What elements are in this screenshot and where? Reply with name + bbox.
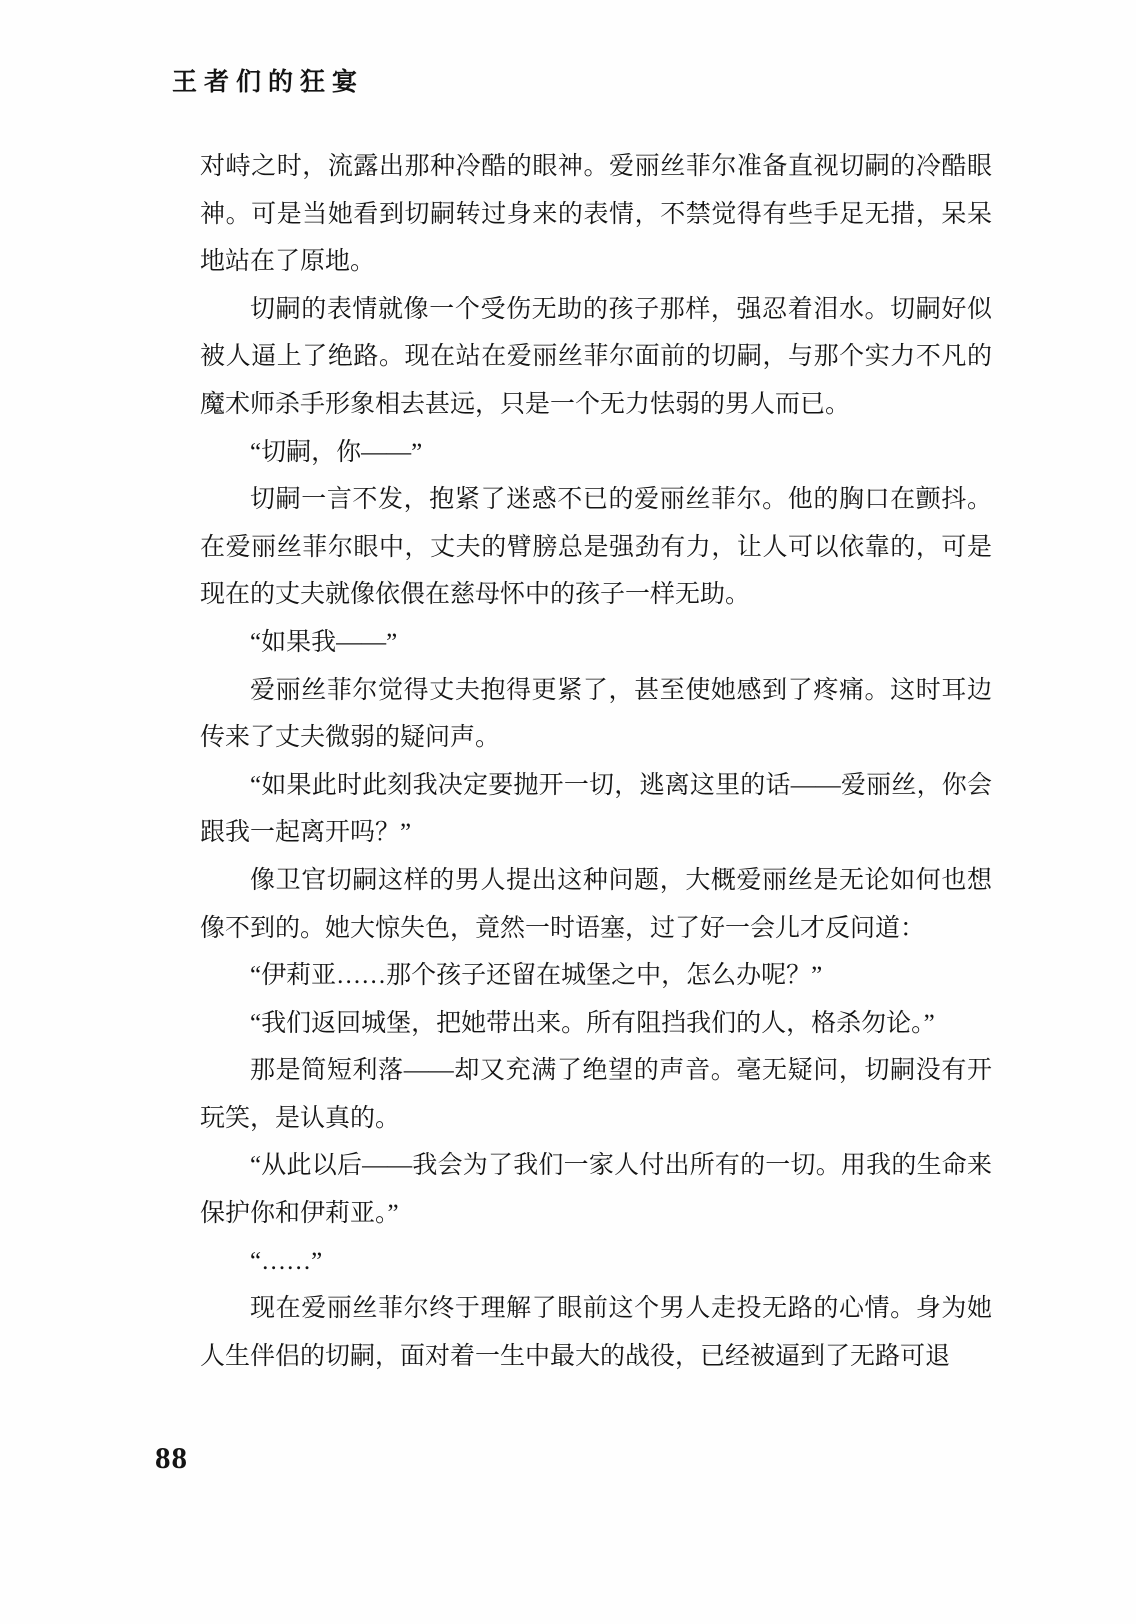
paragraph: “切嗣，你——” [250,438,423,466]
paragraph: “从此以后——我会为了我们一家人付出所有的一切。用我的生命来保护你和伊莉亚。” [200,1152,992,1228]
paragraph: 那是简短利落——却又充满了绝望的声音。毫无疑问，切嗣没有开玩笑，是认真的。 [200,1057,992,1132]
page-number: 88 [155,1440,188,1475]
paragraph: “伊莉亚……那个孩子还留在城堡之中，怎么办呢？” [250,962,823,990]
paragraph: 像卫官切嗣这样的男人提出这种问题，大概爱丽丝是无论如何也想像不到的。她大惊失色，竟然一时语塞，过了好一会儿才反问道： [200,866,992,942]
running-header: 王者们的狂宴 [172,69,365,96]
paragraph: “如果我——” [250,628,398,656]
body-text [200,143,992,1380]
paragraph: 切嗣的表情就像一个受伤无助的孩子那样，强忍着泪水。切嗣好似被人逼上了绝路。现在站在爱丽丝菲尔面前的切嗣，与那个实力不凡的魔术师杀手形象相去甚远，只是一个无力怯弱的男人而已。 [200,295,992,418]
paragraph: 爱丽丝菲尔觉得丈夫抱得更紧了，甚至使她感到了疼痛。这时耳边传来了丈夫微弱的疑问声。 [200,676,992,752]
paragraph: 切嗣一言不发，抱紧了迷惑不已的爱丽丝菲尔。他的胸口在颤抖。在爱丽丝菲尔眼中，丈夫的臂膀总是强劲有力，让人可以依靠的，可是现在的丈夫就像依偎在慈母怀中的孩子一样无助。 [200,486,992,609]
paragraph: “如果此时此刻我决定要抛开一切，逃离这里的话——爱丽丝，你会跟我一起离开吗？” [200,771,992,847]
paragraph: 对峙之时，流露出那种冷酷的眼神。爱丽丝菲尔准备直视切嗣的冷酷眼神。可是当她看到切嗣转过身来的表情，不禁觉得有些手足无措，呆呆地站在了原地。 [200,153,992,276]
paragraph: “……” [250,1247,323,1275]
paragraph: 现在爱丽丝菲尔终于理解了眼前这个男人走投无路的心情。身为她人生伴侣的切嗣，面对着一生中最大的战役，已经被逼到了无路可退 [200,1295,992,1370]
paragraph: “我们返回城堡，把她带出来。所有阻挡我们的人，格杀勿论。” [250,1009,935,1037]
